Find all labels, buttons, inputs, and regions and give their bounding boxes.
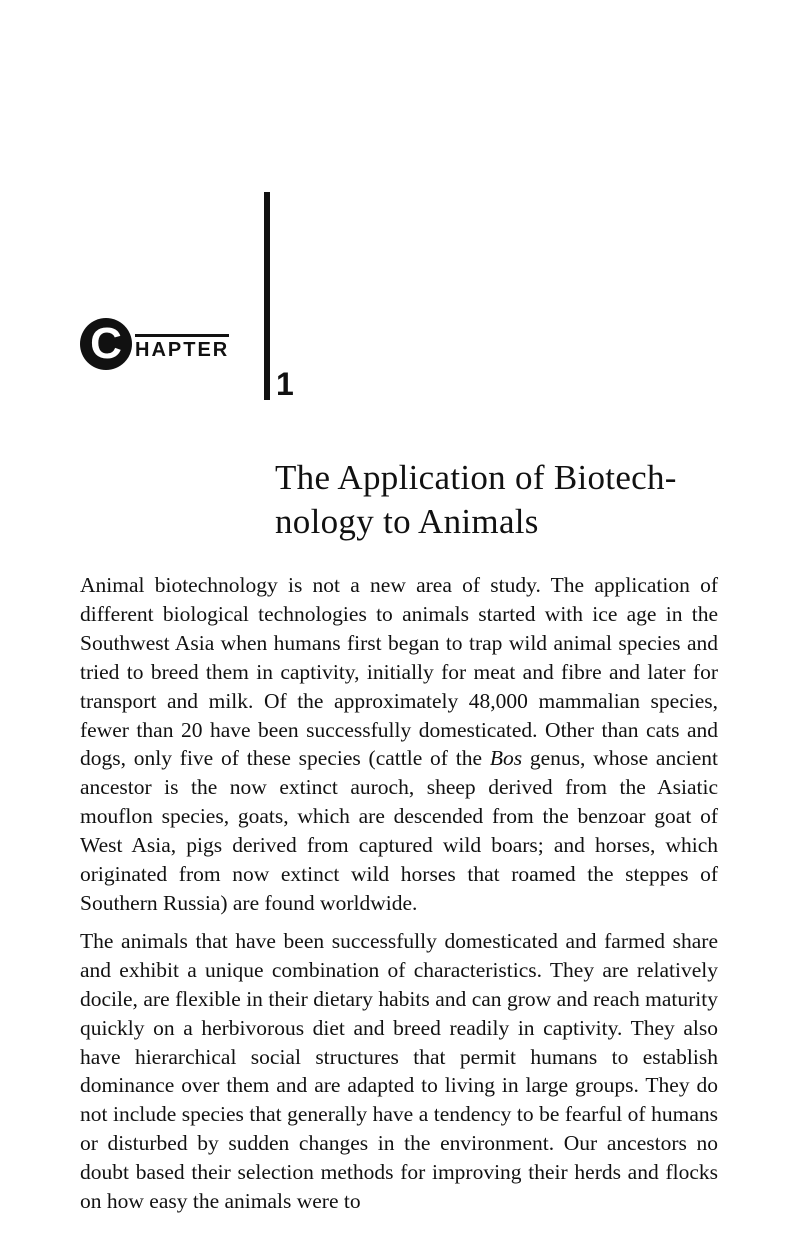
chapter-vertical-rule <box>264 192 270 400</box>
chapter-label: HAPTER <box>135 334 229 362</box>
genus-name-italic: Bos <box>489 746 523 771</box>
chapter-title: The Application of Biotech-nology to Animals <box>275 458 677 541</box>
paragraph-1-text-a: Animal biotechnology is not a new area of study. The application of different biological technologies to animals started with ice age in the Southwest Asia when humans first began to trap wild animal species and tried to breed them in captivity, initially for meat and fibre and later for transport and milk. Of the approximately 48,000 mammalian species, fewer than 20 have been successfully domesticated. Other than cats and dogs, only five of these species (cattle of the <box>80 573 718 771</box>
paragraph-1 <box>80 571 718 918</box>
chapter-heading <box>80 318 260 374</box>
paragraph-1-text-b: genus, whose ancient ancestor is the now extinct auroch, sheep derived from the Asiatic mouflon species, goats, which are descended from the benzoar goat of West Asia, pigs derived from captured wild boars; and horses, which originated from now extinct wild horses that roamed the steppes of Southern Russia) are found worldwide. <box>80 746 718 915</box>
chapter-number: 1 <box>276 366 294 402</box>
body-text <box>80 571 718 1216</box>
paragraph-2: The animals that have been successfully domesticated and farmed share and exhibit a unique combination of characteristics. They are relatively docile, are flexible in their dietary habits and can grow and reach maturity quickly on a herbivorous diet and breed readily in captivity. They also have hierarchical social structures that permit humans to establish dominance over them and are adapted to living in large groups. They do not include species that generally have a tendency to be fearful of humans or disturbed by sudden changes in the environment. Our ancestors no doubt based their selection methods for improving their herds and flocks on how easy the animals were to <box>80 928 718 1214</box>
chapter-initial-badge: C <box>80 318 132 370</box>
